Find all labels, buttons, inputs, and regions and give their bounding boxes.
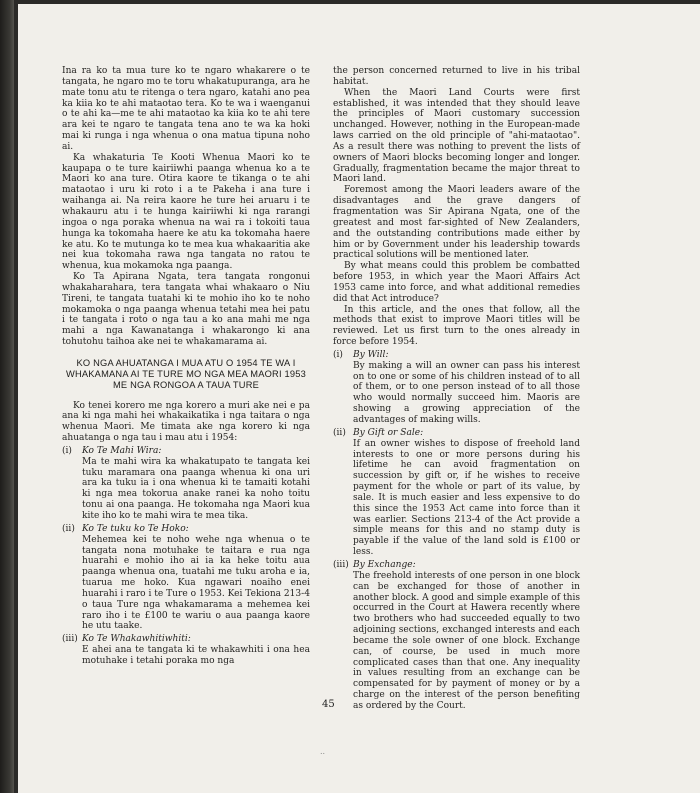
item-title: By Exchange: [353,559,416,570]
item-text: The freehold interests of one person in one block can be exchanged for those of another in another block. A good and simple example of this occurred in the Court at Hawera recently where two brothers who had succeeded equally to two adjoining sections, exchanged interests and each became the sole owner of one block. Exchange can, of course, be used in much more complicated cases than that one. Any inequality in values resulting from an exchange can be compensated for by payment of money or by a charge on the interest of the person benefiting as ordered by the Court. [353,570,580,711]
paragraph: Ko tenei korero me nga korero a muri ake nei e pa ana ki nga mahi hei whakaikatika i nga taitara o nga whenua Maori. Me timata ake nga korero ki nga ahuatanga o nga tau i mau atu i 1954: [62,400,310,444]
list-item [62,446,310,522]
paragraph: Ka whakaturia Te Kooti Whenua Maori ko te kaupapa o te ture kairiiwhi paanga whenua ko a te Maori ko ana ture. Otira kaore te tikanga o te ahi mataotao i uru ki roto i a te Pakeha i ana ture i waihanga ai. Na reira kaore he ture hei aruaru i te whakauru atu i te hunga kairiiwhi ki nga rarangi ingoa o nga poraka whenua na wai ra i tokoiti taua hunga ka tokomaha haere ke atu ka tokomaha haere ke atu. Ko te mutunga ko te mea kua whakaaritia ake nei kua tokomaha rawa nga tangata no ratou te whenua, kua mokamoka nga paanga. [62,152,310,272]
item-text: E ahei ana te tangata ki te whakawhiti i ona hea motuhake i tetahi poraka mo nga [82,645,310,666]
item-number: (i) [62,445,72,456]
list-item [333,560,580,712]
paragraph: Ina ra ko ta mua ture ko te ngaro whakarere o te tangata, he ngaro mo te toru whakatupuranga, ara he mate tonu atu te ritenga o tera ngaro, katahi ano pea ka kiia ko te ahi mataotao tera. Ko te wa i waenganui o te ahi ka—me te ahi mataotao ka kiia ko te ahi tere ara kei te ngaro te tangata tena ano te wa ka hoki mai ki runga i nga whenua o ona matua tipuna noho ai. [62,66,310,152]
item-number: (iii) [62,634,78,645]
item-number: (iii) [333,559,349,570]
item-text: By making a will an owner can pass his interest on to one or some of his children instead of to all of them, or to one person instead of to all those who would normally succeed him. Maoris are showing a growing appreciation of the advantages of making wills. [353,360,580,425]
paragraph: the person concerned returned to live in his tribal habitat. [333,66,580,87]
footer-mark: .. [320,747,326,756]
item-number: (i) [333,349,343,360]
item-title: Ko Te Whakawhitiwhiti: [82,634,191,645]
item-number: (ii) [62,523,75,534]
item-text: Mehemea kei te noho wehe nga whenua o te tangata nona motuhake te taitara e rua nga huarahi e mohio iho ai ia ka heke toitu aua paanga whenua ona, tuatahi me tuku aroha e ia, tuarua me hoko. Kua ngawari noaiho enei huarahi i raro i te Ture o 1953. Kei Tekiona 213-4 o taua Ture nga whakamarama a mehemea kei raro iho i te £100 te wariu o aua paanga kaore he utu taake. [82,534,310,632]
list-item [333,428,580,558]
maori-column [62,66,310,667]
item-text: If an owner wishes to dispose of freehold land interests to one or more persons during his lifetime he can avoid fragmentation on succession by gift or, if he wishes to receive payment for the whole or part of its value, by sale. It is much easier and less expensive to do this since the 1953 Act came into force than it was earlier. Sections 213-4 of the Act provide a simple means for this and no stamp duty is payable if the value of the land sold is £100 or less. [353,438,580,558]
item-number: (ii) [333,427,346,438]
paragraph: In this article, and the ones that follow, all the methods that exist to improve Maori titles will be reviewed. Let us first turn to the ones already in force before 1954. [333,304,580,348]
item-title: By Gift or Sale: [353,427,424,438]
paragraph: Foremost among the Maori leaders aware of the disadvantages and the grave dangers of fragmentation was Sir Apirana Ngata, one of the greatest and most far-sighted of New Zealanders, and the outstanding contributions made either by him or by Government under his leadership towards practical solutions will be mentioned later. [333,185,580,261]
paragraph: Ko Ta Apirana Ngata, tera tangata rongonui whakaharahara, tera tangata whai whakaaro o Niu Tireni, te tangata tuatahi ki te mohio iho ko te noho mokamoka o nga paanga whenua tetahi mea hei patu i te tangata i roto o nga tau a ko ana mahi me nga mahi a nga Kawanatanga i whakarongo ki ana tohutohu taihoa ake nei te whakamarama ai. [62,272,310,348]
english-column [333,66,580,712]
item-title: By Will: [353,349,389,360]
list-item [333,350,580,426]
page-number: 45 [322,699,335,710]
list-item [62,634,310,667]
paragraph: When the Maori Land Courts were first established, it was intended that they should leave the principles of Maori customary succession unchanged. However, nothing in the European-made laws carried on the old principle of "ahi-mataotao". As a result there was nothing to prevent the lists of owners of Maori blocks becoming longer and longer. Gradually, fragmentation became the major threat to Maori land. [333,87,580,185]
item-title: Ko Te Mahi Wira: [82,445,162,456]
paragraph: By what means could this problem be combatted before 1953, in which year the Maori Affairs Act 1953 came into force, and what additional remedies did that Act introduce? [333,261,580,304]
item-text: Ma te mahi wira ka whakatupato te tangata kei tuku maramara ona paanga whenua ki ona uri ara ka tuku ia i ona whenua ki te tamaiti kotahi ki nga mea tokorua anake ranei ka noho toitu tonu ai ona paanga. He tokomaha nga Maori kua kite iho ko te mahi wira te mea tika. [82,456,310,521]
book-binding [0,0,14,793]
item-title: Ko Te tuku ko Te Hoko: [82,523,189,534]
section-heading: KO NGA AHUATANGA I MUA ATU O 1954 TE WA I WHAKAMANA AI TE TURE MO NGA MEA MAORI 1953 ME NGA RONGOA A TAUA TURE [65,357,307,391]
list-item [62,524,310,632]
